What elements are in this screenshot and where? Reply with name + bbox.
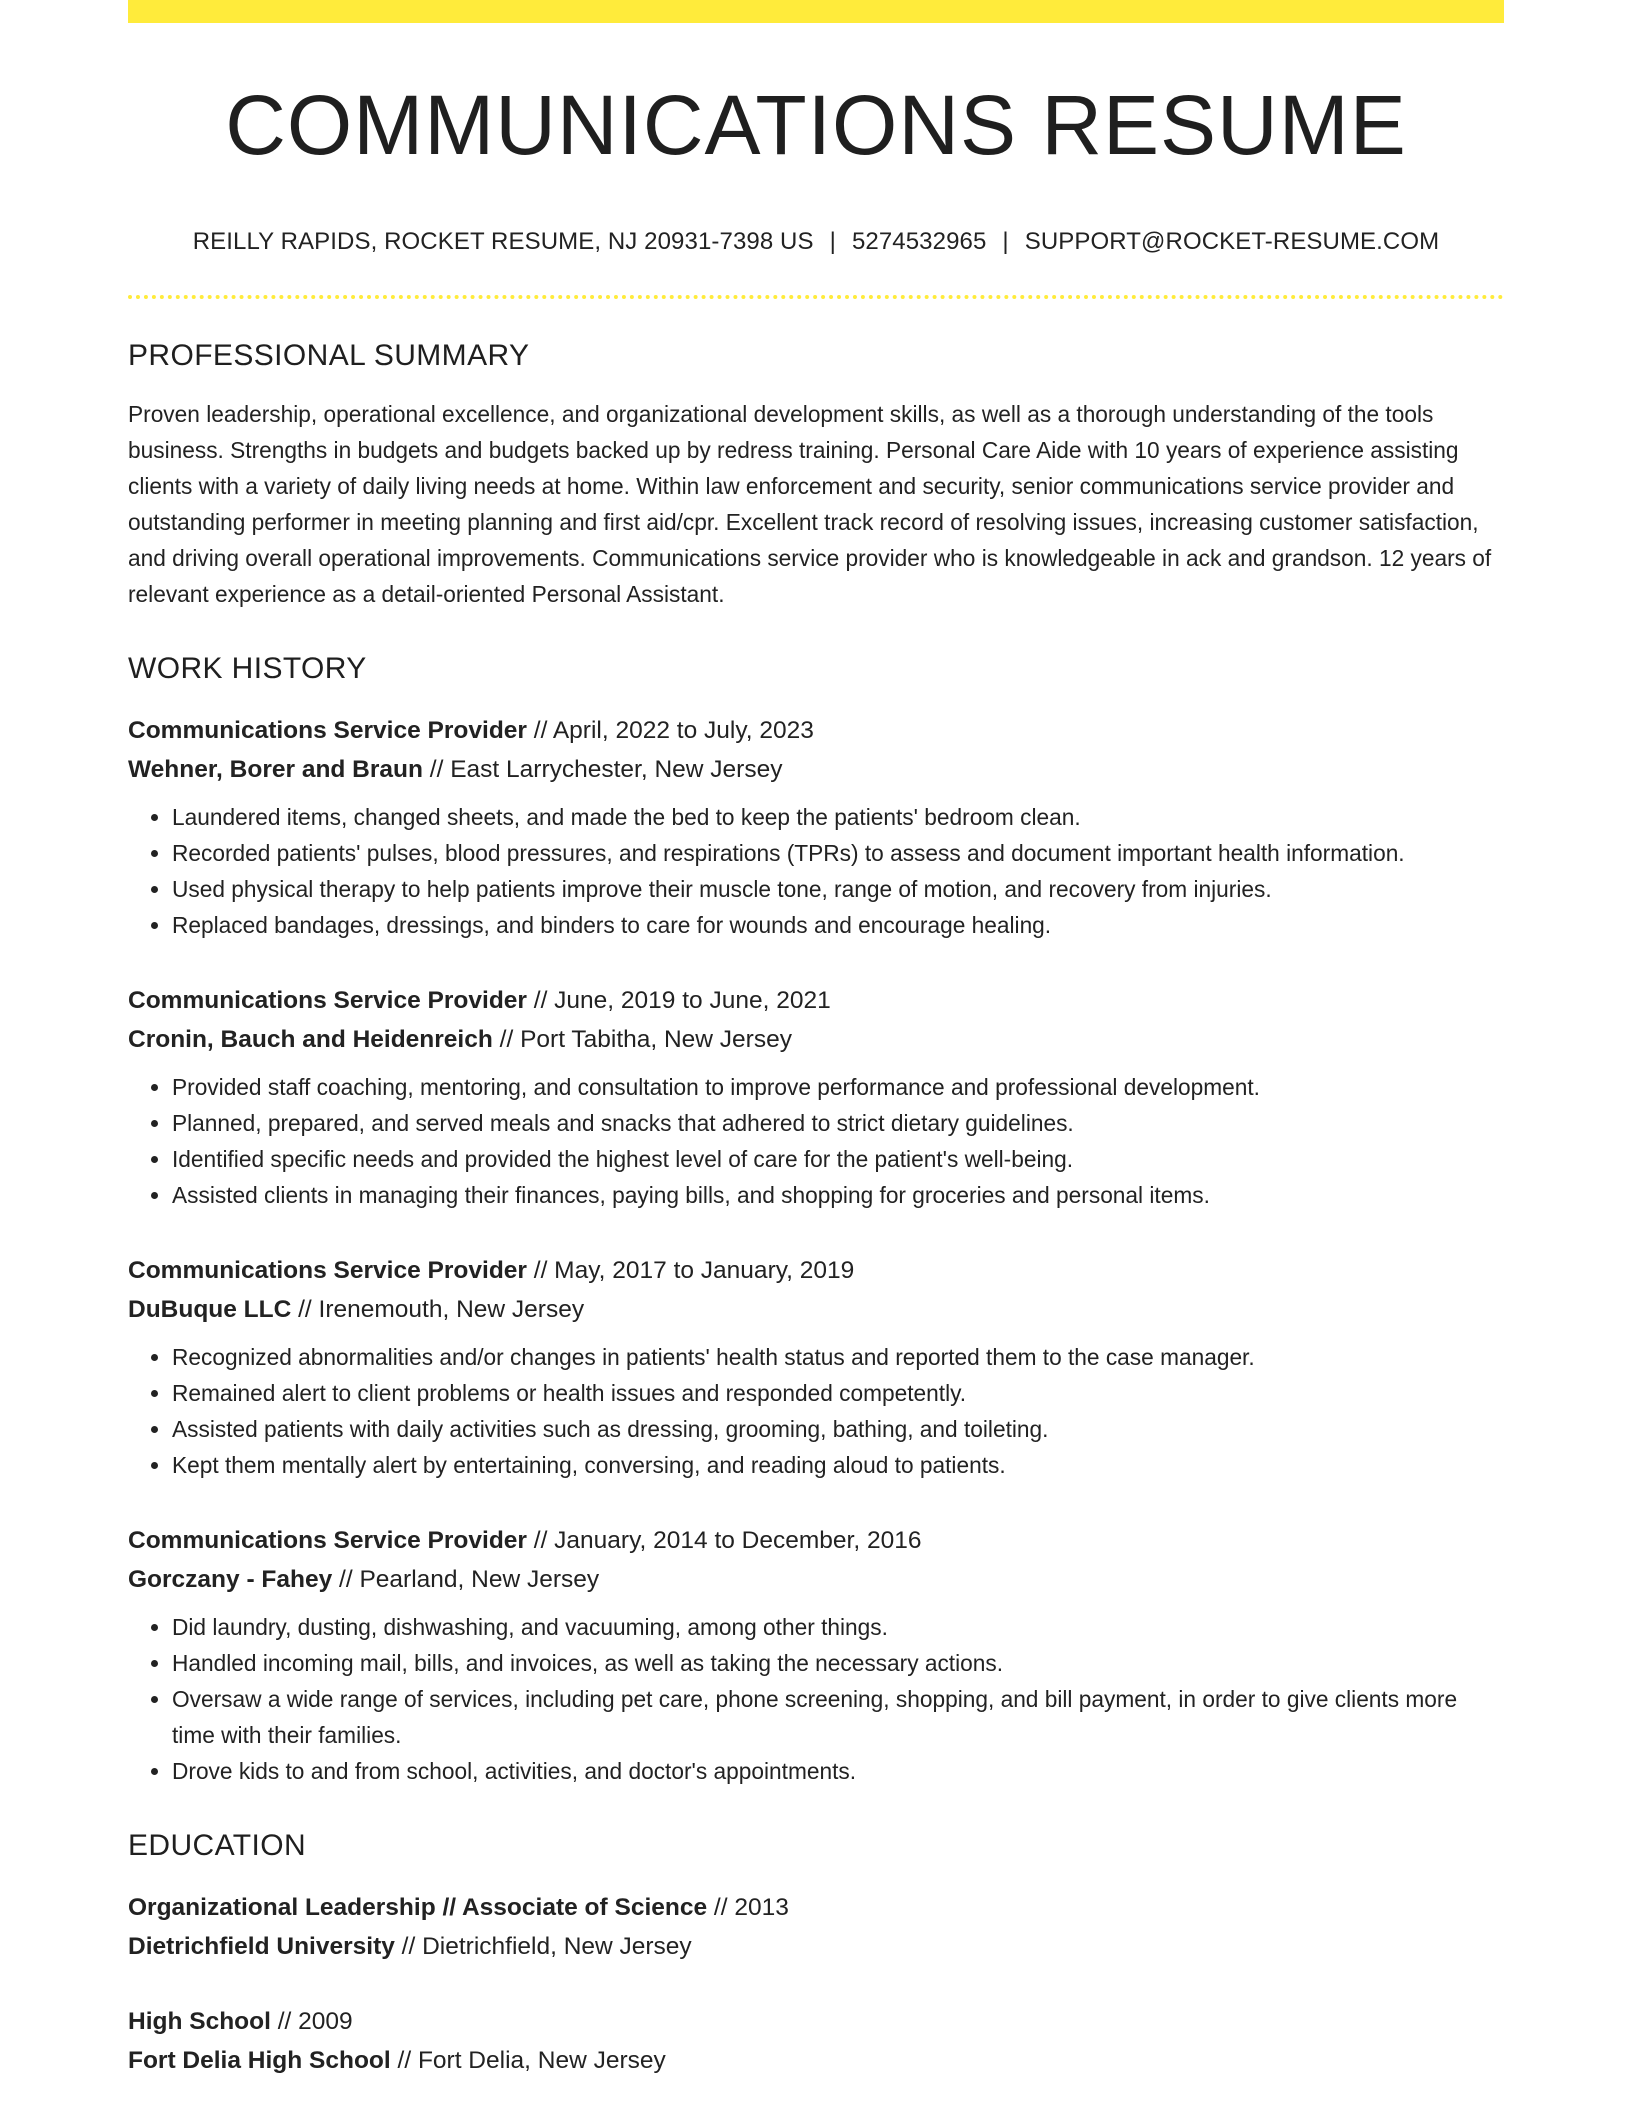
job-bullet: • Planned, prepared, and served meals and snacks that adhered to strict dietary guidelines. xyxy=(172,1105,1504,1141)
job-dates: // June, 2019 to June, 2021 xyxy=(526,987,831,1015)
resume-page xyxy=(128,0,1504,2080)
job-bullet: • Did laundry, dusting, dishwashing, and vacuuming, among other things. xyxy=(172,1609,1504,1645)
contact-address: REILLY RAPIDS, ROCKET RESUME, NJ 20931-7398 US xyxy=(192,228,814,255)
job-title: Communications Service Provider xyxy=(128,987,527,1015)
accent-top-bar xyxy=(128,0,1504,23)
summary-heading: PROFESSIONAL SUMMARY xyxy=(128,339,530,373)
job-bullets xyxy=(128,799,1504,943)
job-title-line xyxy=(128,1521,1504,1560)
summary-text: Proven leadership, operational excellence, and organizational development skills, as well as a thorough understanding of the tools business. Strengths in budgets and budgets backed up by redress training. Personal Care Aide with 10 years of experience assisting clients with a variety of daily living needs at home. Within law enforcement and security, senior communications service provider and outstanding performer in meeting planning and first aid/cpr. Excellent track record of resolving issues, increasing customer satisfaction, and driving overall operational improvements. Communications service provider who is knowledgeable in ack and grandson. 12 years of relevant experience as a detail-oriented Personal Assistant. xyxy=(128,401,1492,608)
contact-line xyxy=(128,229,1504,255)
contact-email: SUPPORT@ROCKET-RESUME.COM xyxy=(1024,228,1440,255)
job-bullet: • Oversaw a wide range of services, including pet care, phone screening, shopping, and bill payment, in order to give clients more time with their families. xyxy=(172,1681,1504,1753)
job-title-line xyxy=(128,1251,1504,1290)
education-year: // 2013 xyxy=(707,1894,789,1922)
education-school: Dietrichfield University xyxy=(128,1933,395,1961)
job-bullet: • Drove kids to and from school, activities, and doctor's appointments. xyxy=(172,1753,1504,1789)
job-location: // Port Tabitha, New Jersey xyxy=(492,1026,792,1054)
job-bullet: • Recorded patients' pulses, blood pressures, and respirations (TPRs) to assess and document important health information. xyxy=(172,835,1504,871)
job-bullet: • Identified specific needs and provided the highest level of care for the patient's well-being. xyxy=(172,1141,1504,1177)
job-bullets xyxy=(128,1339,1504,1483)
job-company-line xyxy=(128,1560,1504,1599)
education-degree: Organizational Leadership // Associate of Science xyxy=(128,1894,708,1922)
job-bullet: • Replaced bandages, dressings, and binders to care for wounds and encourage healing. xyxy=(172,907,1504,943)
job-location: // Irenemouth, New Jersey xyxy=(291,1296,585,1324)
job-company: Wehner, Borer and Braun xyxy=(128,756,423,784)
job-title: Communications Service Provider xyxy=(128,1527,527,1555)
job-title-line xyxy=(128,981,1504,1020)
education-location: // Fort Delia, New Jersey xyxy=(390,2047,666,2075)
job-title-line xyxy=(128,711,1504,750)
contact-separator: | xyxy=(1002,228,1009,255)
education-year: // 2009 xyxy=(270,2008,353,2036)
education-location: // Dietrichfield, New Jersey xyxy=(394,1933,692,1961)
job-bullet: • Used physical therapy to help patients improve their muscle tone, range of motion, and recovery from injuries. xyxy=(172,871,1504,907)
job-bullet: • Assisted clients in managing their finances, paying bills, and shopping for groceries and personal items. xyxy=(172,1177,1504,1213)
education-entry xyxy=(128,1888,1504,1966)
job-bullet: • Provided staff coaching, mentoring, and consultation to improve performance and professional development. xyxy=(172,1069,1504,1105)
work-history-heading: WORK HISTORY xyxy=(128,652,367,686)
job-bullet: • Recognized abnormalities and/or changes in patients' health status and reported them to the case manager. xyxy=(172,1339,1504,1375)
job-company-line xyxy=(128,750,1504,789)
contact-separator: | xyxy=(829,228,836,255)
job-location: // East Larrychester, New Jersey xyxy=(422,756,783,784)
job-bullet: • Laundered items, changed sheets, and made the bed to keep the patients' bedroom clean. xyxy=(172,799,1504,835)
job-company: Gorczany - Fahey xyxy=(128,1566,333,1594)
dotted-divider xyxy=(128,295,1504,299)
job-company: DuBuque LLC xyxy=(128,1296,292,1324)
job-company-line xyxy=(128,1020,1504,1059)
job-entry xyxy=(128,1521,1504,1789)
job-company-line xyxy=(128,1290,1504,1329)
job-dates: // May, 2017 to January, 2019 xyxy=(526,1257,855,1285)
job-dates: // April, 2022 to July, 2023 xyxy=(526,717,814,745)
education-degree-line xyxy=(128,2002,1504,2041)
education-school-line xyxy=(128,1927,1504,1966)
job-bullets xyxy=(128,1069,1504,1213)
education-school-line xyxy=(128,2041,1504,2080)
contact-phone: 5274532965 xyxy=(851,228,987,255)
education-degree: High School xyxy=(128,2008,271,2036)
job-bullet: • Kept them mentally alert by entertaining, conversing, and reading aloud to patients. xyxy=(172,1447,1504,1483)
job-bullet: • Remained alert to client problems or health issues and responded competently. xyxy=(172,1375,1504,1411)
education-entry xyxy=(128,2002,1504,2080)
education-heading: EDUCATION xyxy=(128,1829,307,1863)
job-title: Communications Service Provider xyxy=(128,717,527,745)
education-school: Fort Delia High School xyxy=(128,2047,391,2075)
job-company: Cronin, Bauch and Heidenreich xyxy=(128,1026,493,1054)
job-bullet: • Handled incoming mail, bills, and invoices, as well as taking the necessary actions. xyxy=(172,1645,1504,1681)
resume-title: COMMUNICATIONS RESUME xyxy=(225,78,1407,172)
job-entry xyxy=(128,711,1504,943)
job-title: Communications Service Provider xyxy=(128,1257,527,1285)
job-dates: // January, 2014 to December, 2016 xyxy=(526,1527,922,1555)
job-entry xyxy=(128,981,1504,1213)
education-degree-line xyxy=(128,1888,1504,1927)
job-location: // Pearland, New Jersey xyxy=(332,1566,600,1594)
job-entry xyxy=(128,1251,1504,1483)
job-bullets xyxy=(128,1609,1504,1789)
job-bullet: • Assisted patients with daily activities such as dressing, grooming, bathing, and toileting. xyxy=(172,1411,1504,1447)
